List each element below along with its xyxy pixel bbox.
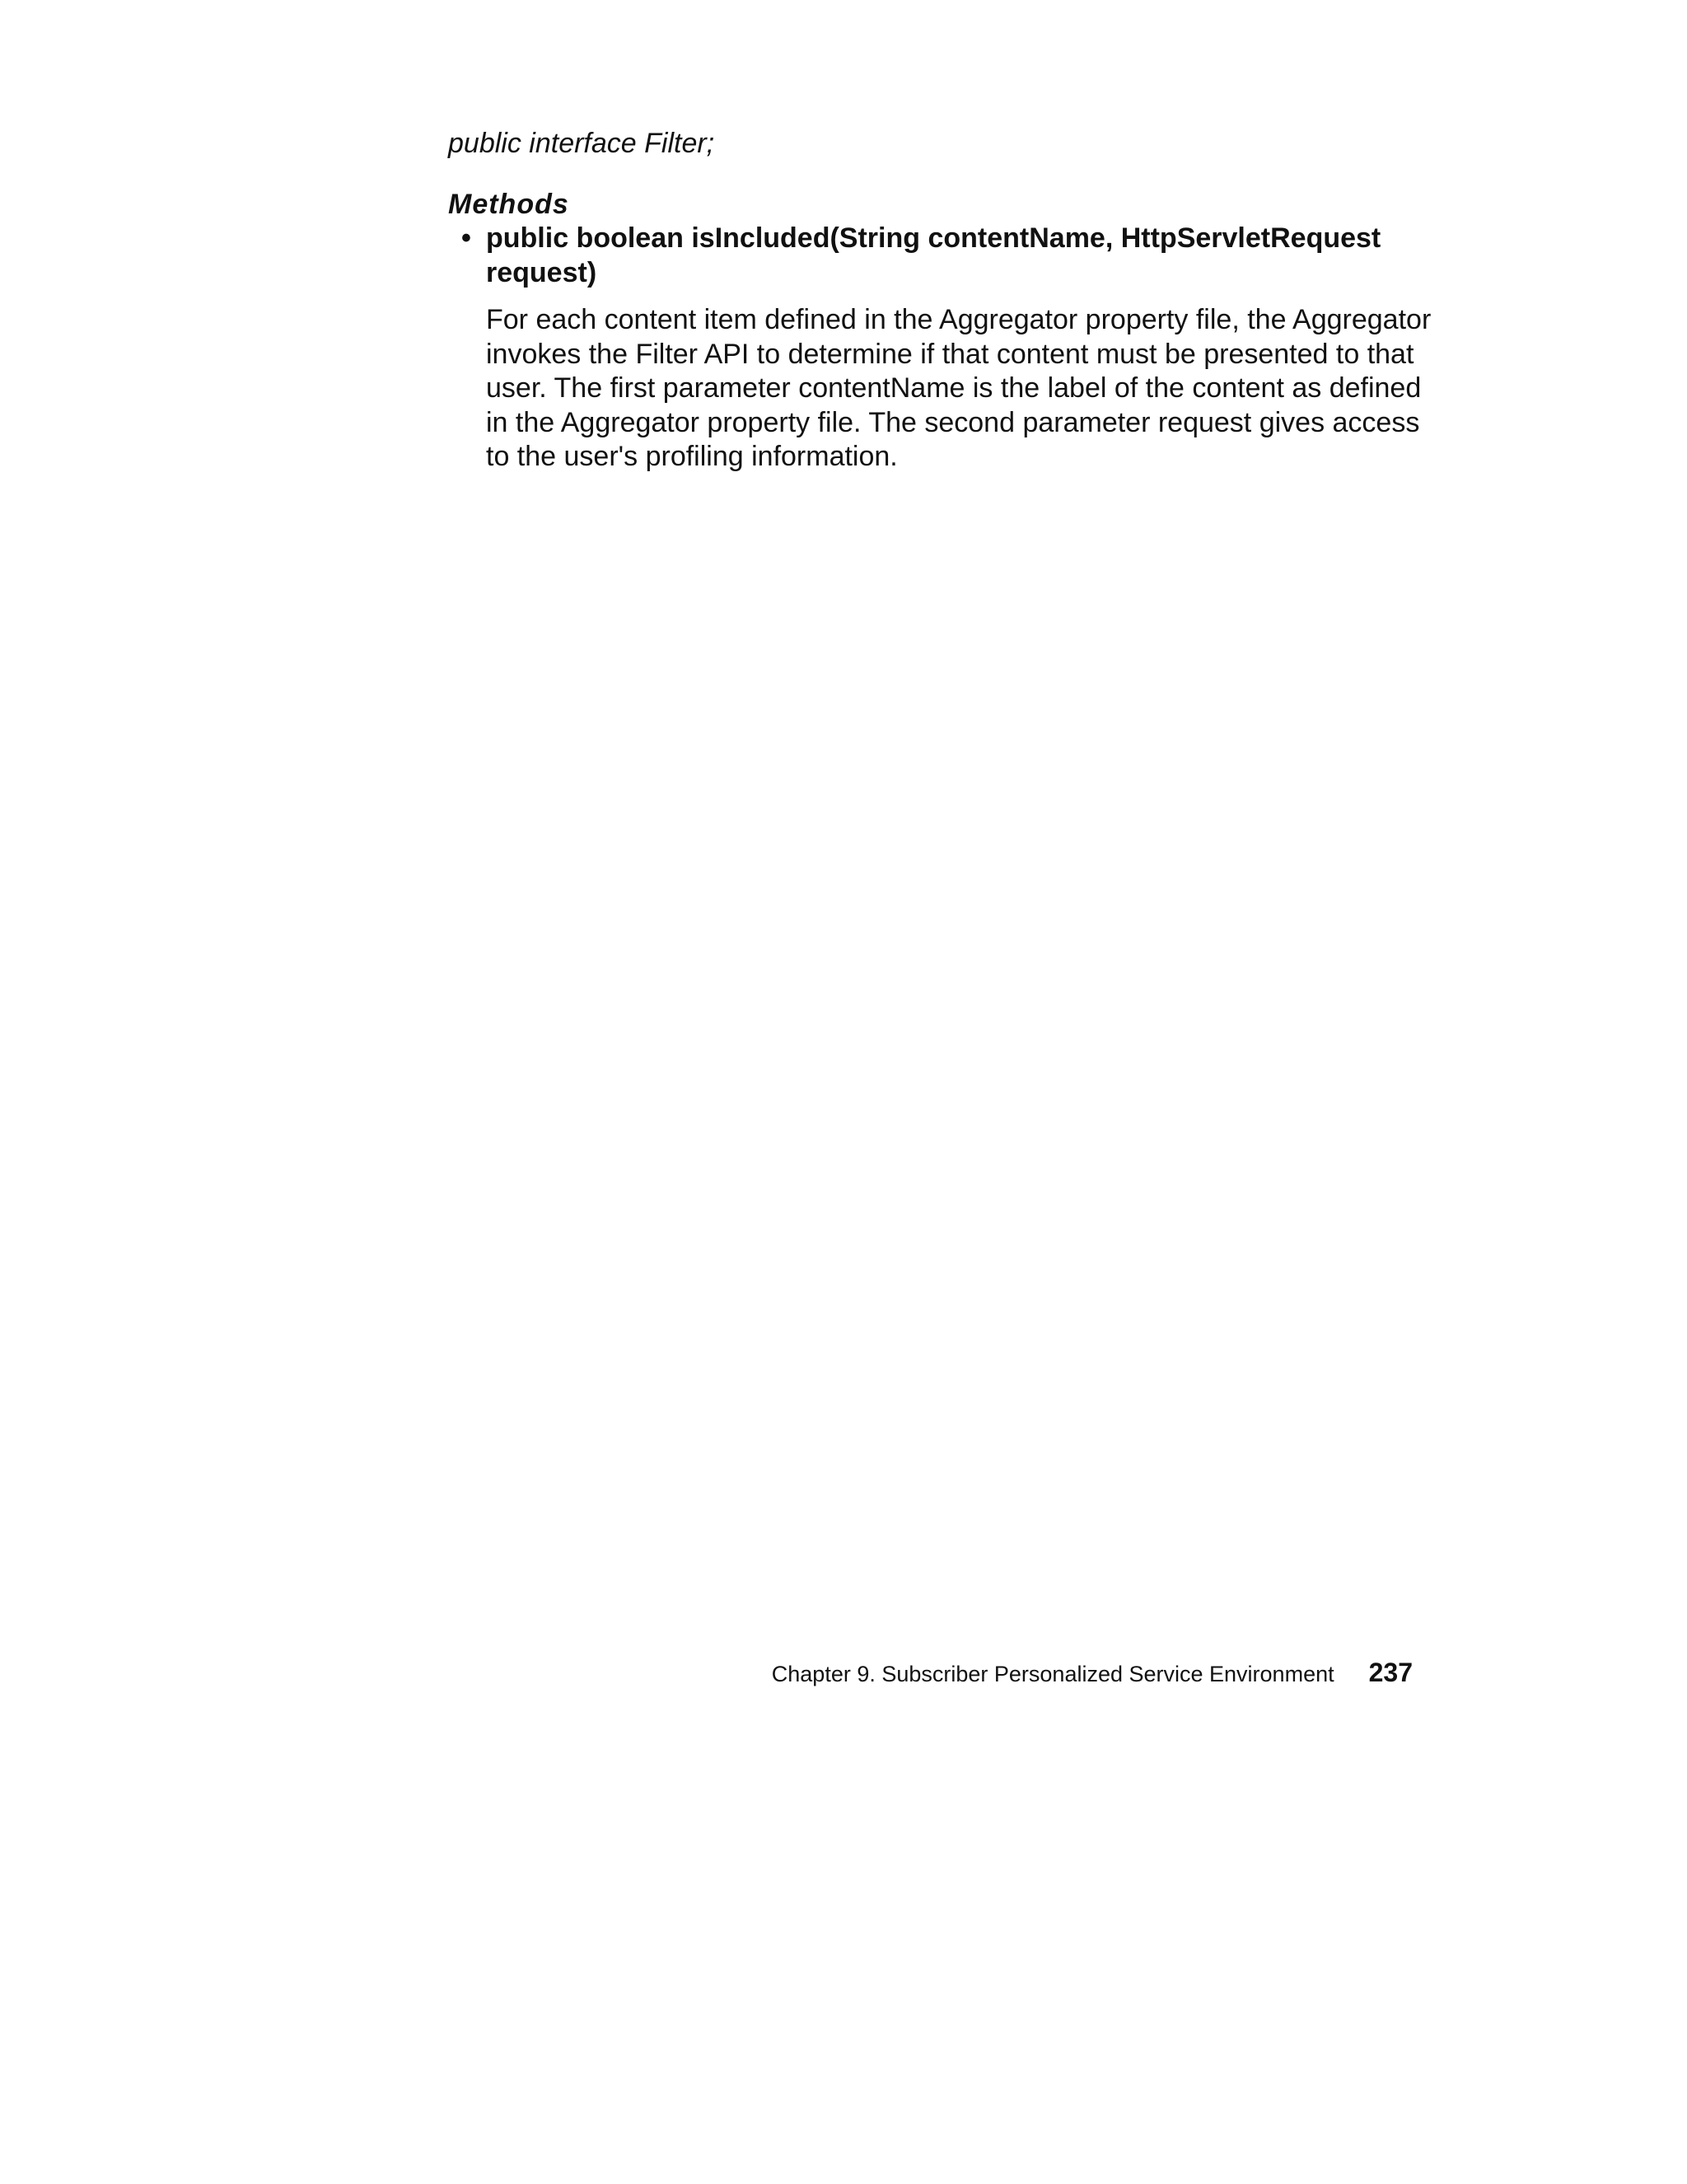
page-footer — [772, 1658, 1413, 1688]
method-signature — [486, 221, 1420, 290]
method-signature-line-2: request) — [486, 257, 597, 288]
footer-chapter-title: Chapter 9. Subscriber Personalized Service Environment — [771, 1662, 1334, 1686]
method-signature-line-1: public boolean isIncluded(String contentName, HttpServletRequest — [486, 222, 1381, 254]
method-description: For each content item defined in the Aggregator property file, the Aggregator invokes the Filter API to determine if that content must be presented to that user. The first parameter contentName is the label of the content as defined in the Aggregator property file. The second parameter request gives access to the user's profiling information. — [486, 304, 1432, 472]
method-list-item — [448, 221, 1432, 475]
methods-heading: Methods — [448, 189, 569, 220]
bullet-icon: • — [461, 222, 471, 254]
interface-declaration: public interface Filter; — [448, 128, 715, 159]
page-number: 237 — [1368, 1658, 1413, 1687]
